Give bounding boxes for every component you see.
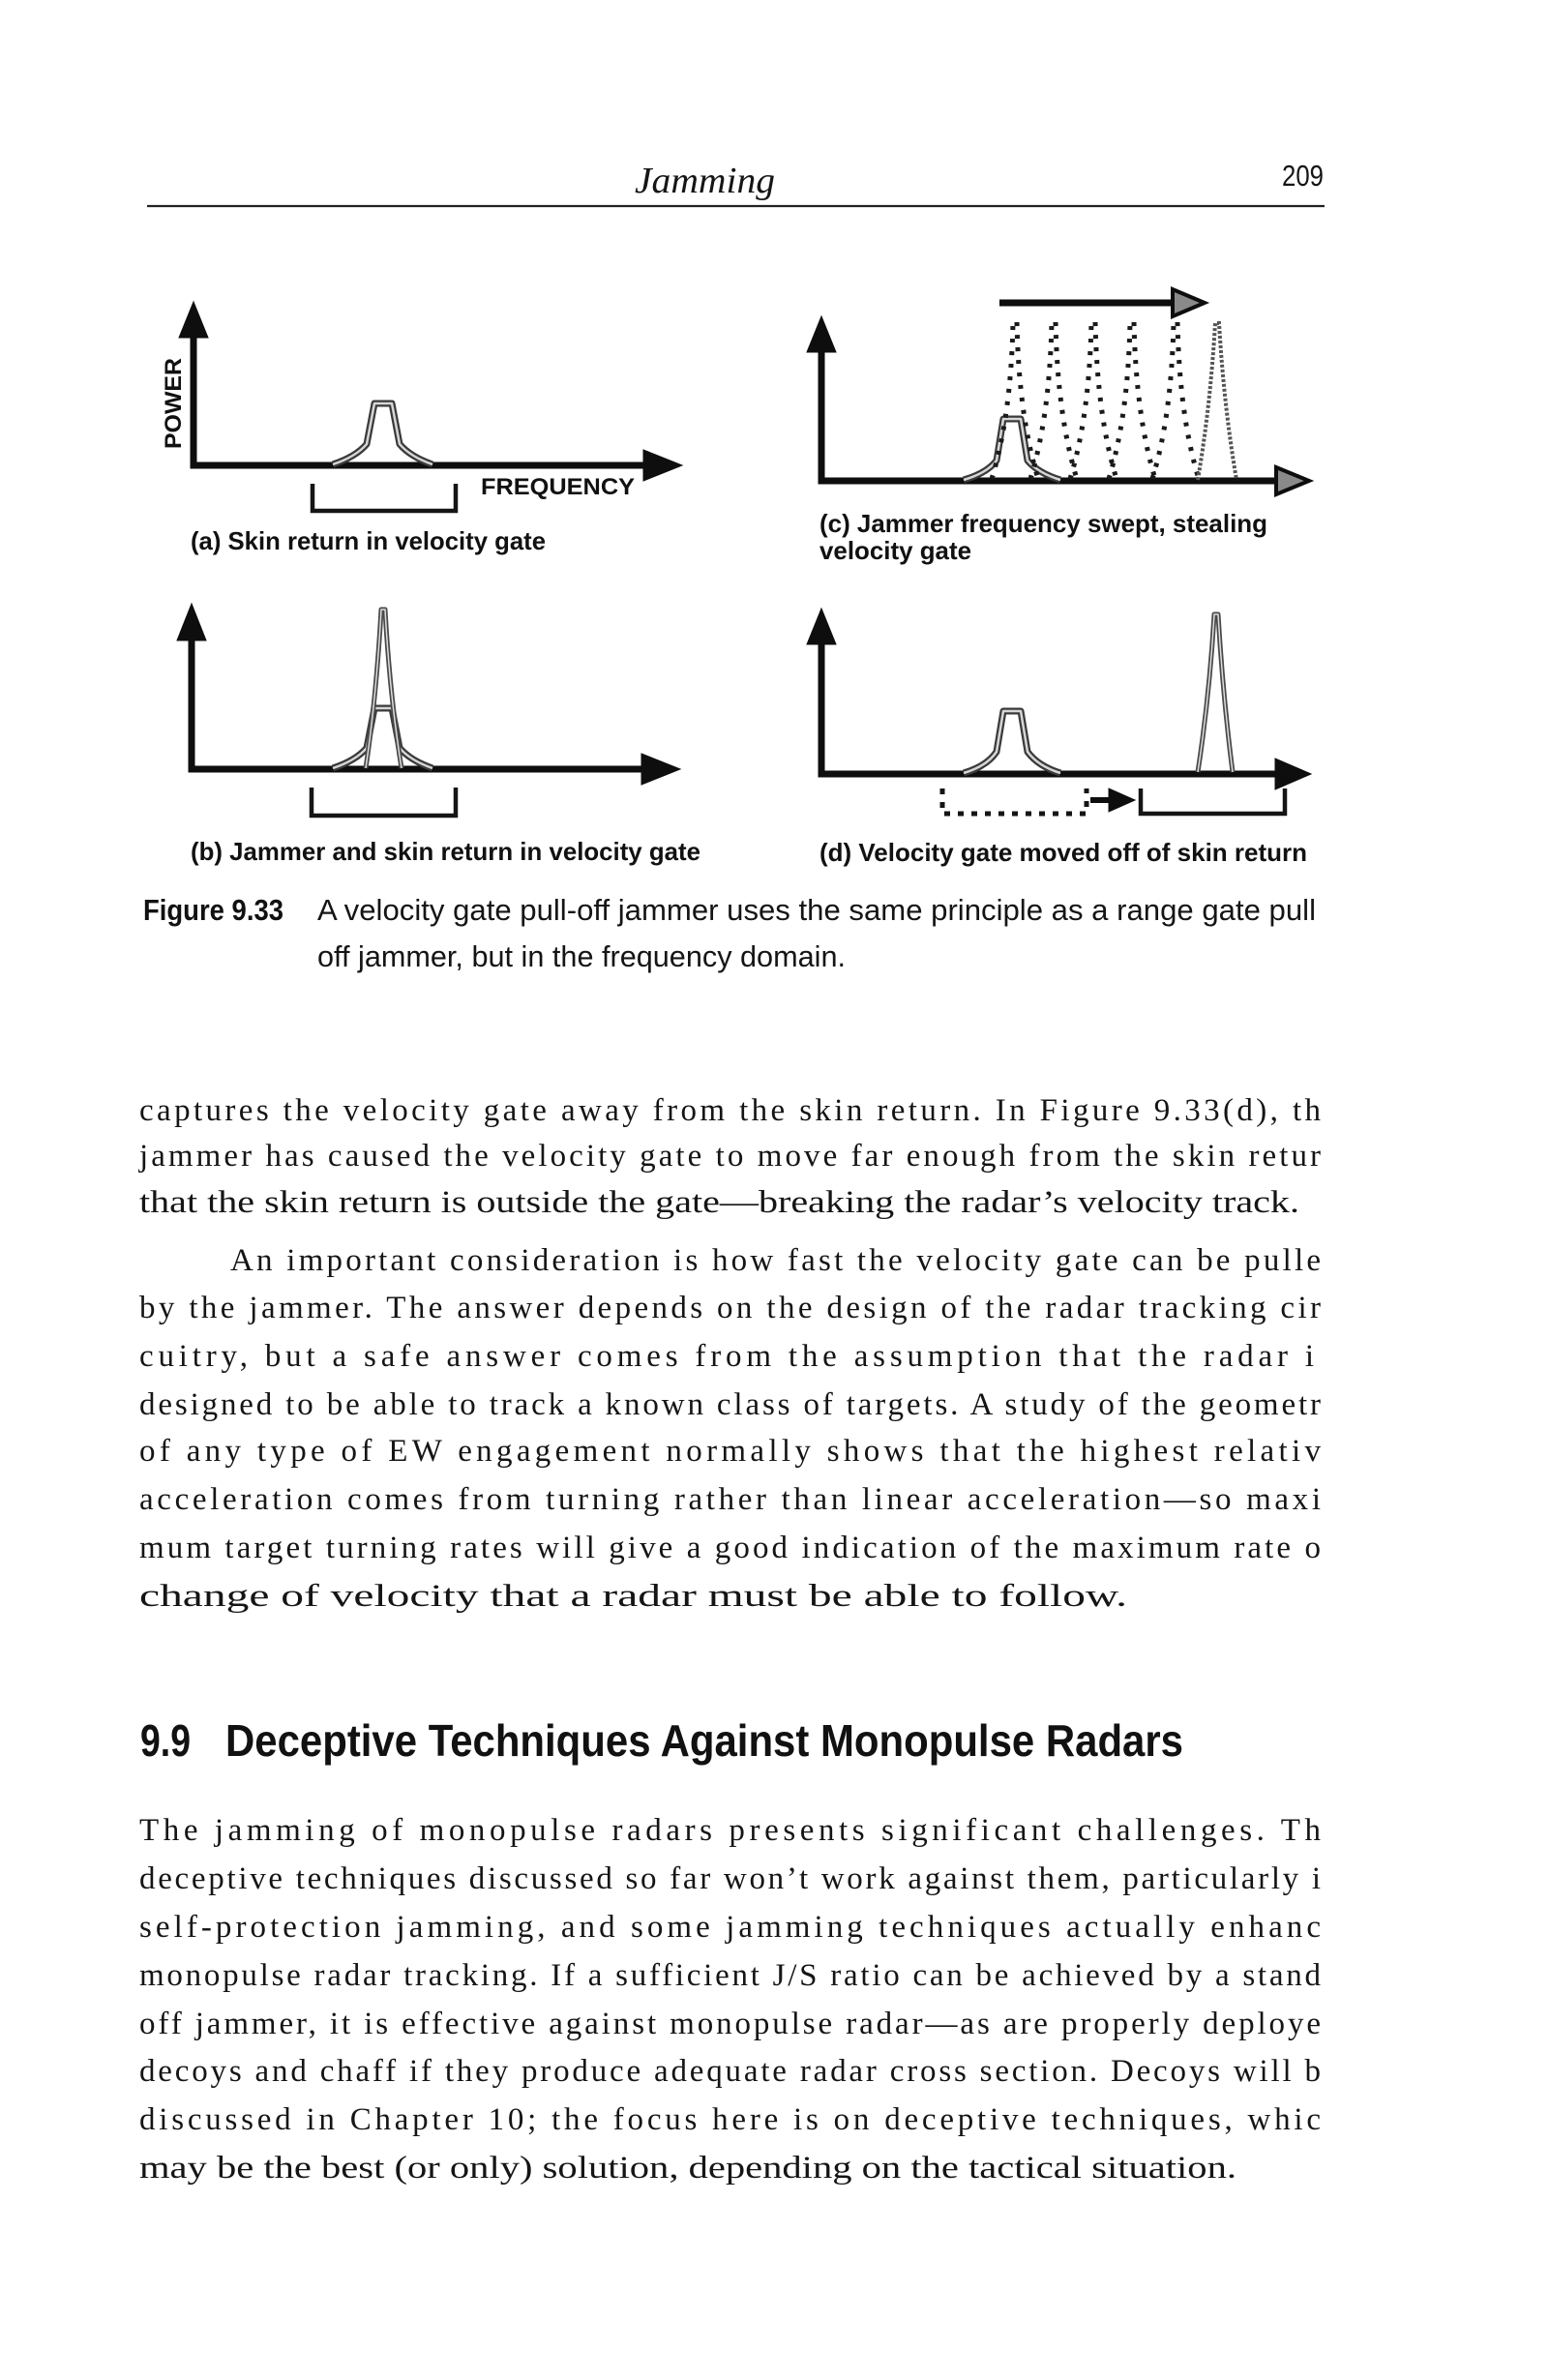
x-axis-arrowhead bbox=[1275, 759, 1311, 789]
panel-a bbox=[161, 302, 682, 555]
text-line: cuitry, but a safe answer comes from the assumption that the radar i bbox=[139, 1339, 1314, 1374]
panel-d bbox=[807, 609, 1311, 867]
y-axis-arrowhead bbox=[179, 302, 208, 338]
paragraph bbox=[138, 1093, 1322, 1220]
swept-jammer-peak-5 bbox=[1152, 322, 1199, 479]
jammer-spike bbox=[1198, 614, 1233, 772]
previous-velocity-gate bbox=[942, 788, 1087, 814]
velocity-gate bbox=[312, 788, 456, 816]
panel-b-caption: (b) Jammer and skin return in velocity gate bbox=[191, 837, 700, 866]
swept-jammer-peak-2 bbox=[1030, 322, 1077, 479]
x-axis-arrowhead bbox=[641, 754, 680, 785]
section-9-9 bbox=[139, 1715, 1322, 2186]
panel-c bbox=[807, 289, 1309, 565]
running-header bbox=[147, 159, 1325, 206]
text-line: discussed in Chapter 10; the focus here is on deceptive techniques, whic bbox=[139, 2102, 1321, 2137]
text-line: monopulse radar tracking. If a sufficient J/S ratio can be achieved by a stand bbox=[139, 1958, 1321, 1993]
y-axis-label: POWER bbox=[161, 361, 187, 449]
panel-c-caption-line-1: (c) Jammer frequency swept, stealing bbox=[819, 509, 1267, 538]
section-number: 9.9 bbox=[140, 1715, 191, 1766]
gate-move-arrowhead bbox=[1109, 788, 1135, 812]
x-axis-label: FREQUENCY bbox=[481, 474, 635, 500]
skin-return-peak bbox=[333, 403, 432, 464]
figure-caption bbox=[143, 893, 1316, 973]
text-line: captures the velocity gate away from the skin return. In Figure 9.33(d), th bbox=[139, 1093, 1322, 1128]
running-head-title: Jamming bbox=[635, 161, 775, 201]
swept-jammer-peak-3 bbox=[1070, 322, 1117, 479]
body-text bbox=[138, 1093, 1322, 1614]
skin-return-peak bbox=[964, 419, 1060, 480]
figure-caption-line-1: A velocity gate pull-off jammer uses the same principle as a range gate pull bbox=[317, 893, 1316, 927]
x-axis-arrowhead bbox=[643, 450, 682, 481]
y-axis-arrowhead bbox=[807, 316, 836, 352]
text-line: deceptive techniques discussed so far won’t work against them, particularly i bbox=[139, 1861, 1321, 1896]
text-line: acceleration comes from turning rather than linear acceleration—so maxi bbox=[139, 1482, 1322, 1517]
skin-return-peak bbox=[333, 708, 432, 768]
velocity-gate bbox=[313, 484, 456, 511]
text-line: of any type of EW engagement normally shows that the highest relativ bbox=[139, 1434, 1321, 1469]
figure-9-33 bbox=[143, 289, 1316, 973]
paragraph bbox=[139, 1243, 1322, 1614]
text-line: jammer has caused the velocity gate to move far enough from the skin retur bbox=[139, 1139, 1322, 1174]
text-line: mum target turning rates will give a good indication of the maximum rate o bbox=[139, 1531, 1322, 1565]
text-line: An important consideration is how fast the velocity gate can be pulle bbox=[230, 1243, 1321, 1278]
text-line: change of velocity that a radar must be able to follow. bbox=[139, 1579, 1127, 1614]
text-line: may be the best (or only) solution, depending on the tactical situation. bbox=[139, 2151, 1236, 2186]
panel-b bbox=[177, 604, 700, 866]
text-line: self-protection jamming, and some jamming techniques actually enhanc bbox=[139, 1910, 1321, 1945]
figure-caption-line-2: off jammer, but in the frequency domain. bbox=[317, 939, 846, 973]
swept-jammer-peak-4 bbox=[1109, 322, 1155, 479]
sweep-arrowhead bbox=[1173, 289, 1205, 316]
text-line: by the jammer. The answer depends on the design of the radar tracking cir bbox=[139, 1291, 1321, 1325]
x-axis-arrowhead bbox=[1276, 467, 1309, 494]
jammer-peak-final bbox=[1198, 323, 1236, 480]
moved-velocity-gate bbox=[1141, 788, 1285, 814]
skin-return-peak bbox=[964, 711, 1060, 773]
panel-c-caption-line-2: velocity gate bbox=[819, 536, 971, 565]
paragraph bbox=[139, 1813, 1322, 2186]
y-axis-arrowhead bbox=[177, 604, 206, 640]
y-axis-arrowhead bbox=[807, 609, 836, 644]
text-line: decoys and chaff if they produce adequate radar cross section. Decoys will b bbox=[139, 2054, 1322, 2089]
text-line: The jamming of monopulse radars presents significant challenges. Th bbox=[139, 1813, 1322, 1848]
page-number: 209 bbox=[1282, 159, 1324, 193]
text-line: that the skin return is outside the gate—breaking the radar’s velocity track. bbox=[139, 1185, 1299, 1220]
text-line: off jammer, it is effective against monopulse radar—as are properly deploye bbox=[139, 2007, 1322, 2041]
text-line: designed to be able to track a known class of targets. A study of the geometr bbox=[139, 1387, 1321, 1422]
panel-d-caption: (d) Velocity gate moved off of skin return bbox=[819, 838, 1307, 867]
figure-label: Figure 9.33 bbox=[143, 893, 283, 927]
panel-a-caption: (a) Skin return in velocity gate bbox=[191, 526, 546, 555]
section-title: Deceptive Techniques Against Monopulse Radars bbox=[225, 1715, 1183, 1766]
jammer-spike bbox=[366, 610, 402, 768]
